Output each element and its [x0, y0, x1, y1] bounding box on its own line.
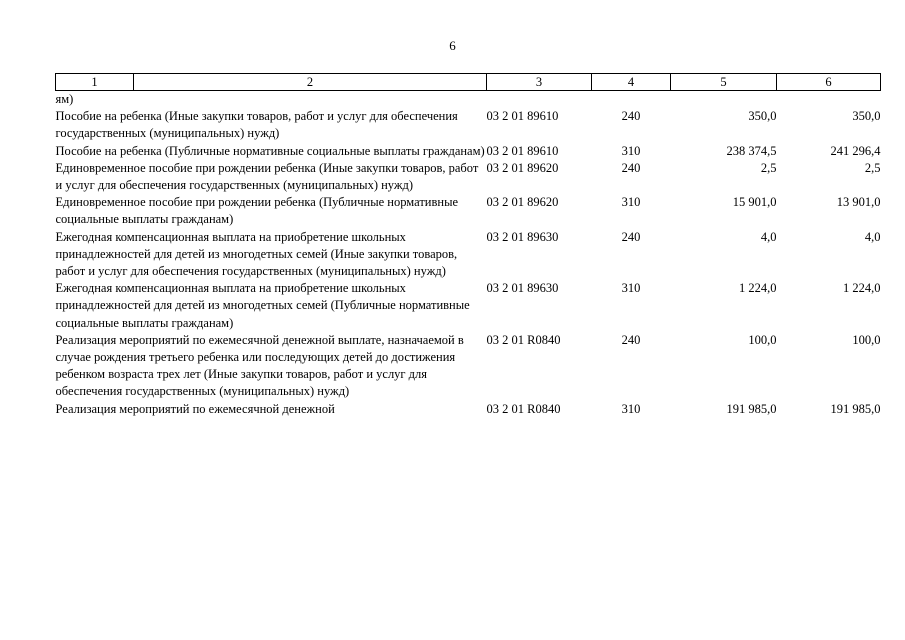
- table-row: [56, 91, 881, 109]
- table-body: [56, 91, 881, 418]
- row-code: 03 2 01 89630: [486, 281, 559, 296]
- header-row: [56, 74, 881, 91]
- row-value-col6: 1 224,0: [843, 281, 881, 296]
- row-value-col5: 191 985,0: [726, 401, 777, 416]
- row-value-col5: 1 224,0: [739, 281, 777, 296]
- row-code: [487, 91, 592, 109]
- row-value-col6: 191 985,0: [830, 401, 881, 416]
- row-code: 03 2 01 89620: [486, 195, 559, 210]
- row-value-col5: 100,0: [748, 332, 777, 347]
- row-value-col5: 238 374,5: [726, 143, 777, 158]
- table-row: [56, 401, 881, 418]
- row-expense-type: 240: [621, 229, 641, 244]
- row-expense-type: 240: [621, 160, 641, 175]
- row-value-col5: 2,5: [760, 160, 777, 175]
- budget-table: [55, 73, 881, 418]
- row-expense-type: 310: [621, 281, 641, 296]
- table-header: [56, 74, 881, 91]
- row-expense-type: 310: [621, 401, 641, 416]
- table-row: [56, 194, 881, 228]
- header-col-2: 2: [134, 74, 487, 91]
- row-expense-type: 240: [621, 109, 641, 124]
- table-row: [56, 229, 881, 281]
- row-name: Единовременное пособие при рождении ребенка (Иные закупки товаров, работ и услуг для обеспечения государственных (муниципальных) нужд): [55, 160, 479, 193]
- row-name: Реализация мероприятий по ежемесячной денежной: [55, 401, 335, 416]
- row-expense-type: [592, 91, 671, 109]
- row-name: ям): [55, 92, 74, 106]
- row-name: Единовременное пособие при рождении ребенка (Публичные нормативные социальные выплаты гражданам): [55, 195, 459, 227]
- header-col-6: 6: [777, 74, 881, 91]
- header-col-1: 1: [56, 74, 134, 91]
- row-name: Пособие на ребенка (Публичные нормативные социальные выплаты гражданам): [55, 143, 485, 158]
- header-col-4: 4: [592, 74, 671, 91]
- row-value-col5: 4,0: [760, 229, 777, 244]
- table-row: [56, 280, 881, 332]
- row-expense-type: 240: [621, 332, 641, 347]
- row-name: Ежегодная компенсационная выплата на приобретение школьных принадлежностей для детей из многодетных семей (Публичные нормативные социальные выплаты гражданам): [55, 281, 470, 330]
- table-row: [56, 332, 881, 401]
- page-number: 6: [449, 38, 456, 53]
- row-value-col6: [777, 91, 881, 109]
- row-name: Реализация мероприятий по ежемесячной денежной выплате, назначаемой в случае рождения третьего ребенка или последующих детей до достижения ребенком возраста трех лет (Иные закупки товаров, работ и услуг для обеспечения государственных (муниципальных) нужд): [55, 332, 464, 399]
- table-row: [56, 143, 881, 160]
- row-value-col6: 350,0: [852, 109, 881, 124]
- row-value-col5: [671, 91, 777, 109]
- header-col-5: 5: [671, 74, 777, 91]
- row-name: Ежегодная компенсационная выплата на приобретение школьных принадлежностей для детей из многодетных семей (Иные закупки товаров, работ и услуг для обеспечения государственных (муниципальных) нужд): [55, 229, 458, 279]
- row-code: 03 2 01 89630: [486, 229, 559, 244]
- table-row: [56, 108, 881, 142]
- row-value-col6: 4,0: [864, 229, 881, 244]
- row-name: Пособие на ребенка (Иные закупки товаров, работ и услуг для обеспечения государственных (муниципальных) нужд): [55, 109, 458, 141]
- row-value-col6: 100,0: [852, 332, 881, 347]
- row-code: 03 2 01 R0840: [486, 332, 561, 347]
- table-row: [56, 160, 881, 194]
- row-value-col5: 350,0: [748, 109, 777, 124]
- row-expense-type: 310: [621, 143, 641, 158]
- row-code: 03 2 01 89610: [486, 143, 559, 158]
- row-code: 03 2 01 89620: [486, 160, 559, 175]
- header-col-3: 3: [487, 74, 592, 91]
- row-expense-type: 310: [621, 195, 641, 210]
- row-code: 03 2 01 R0840: [486, 401, 561, 416]
- row-value-col6: 241 296,4: [830, 143, 881, 158]
- row-value-col6: 2,5: [864, 160, 881, 175]
- row-code: 03 2 01 89610: [486, 109, 559, 124]
- row-value-col6: 13 901,0: [836, 195, 881, 210]
- row-value-col5: 15 901,0: [732, 195, 777, 210]
